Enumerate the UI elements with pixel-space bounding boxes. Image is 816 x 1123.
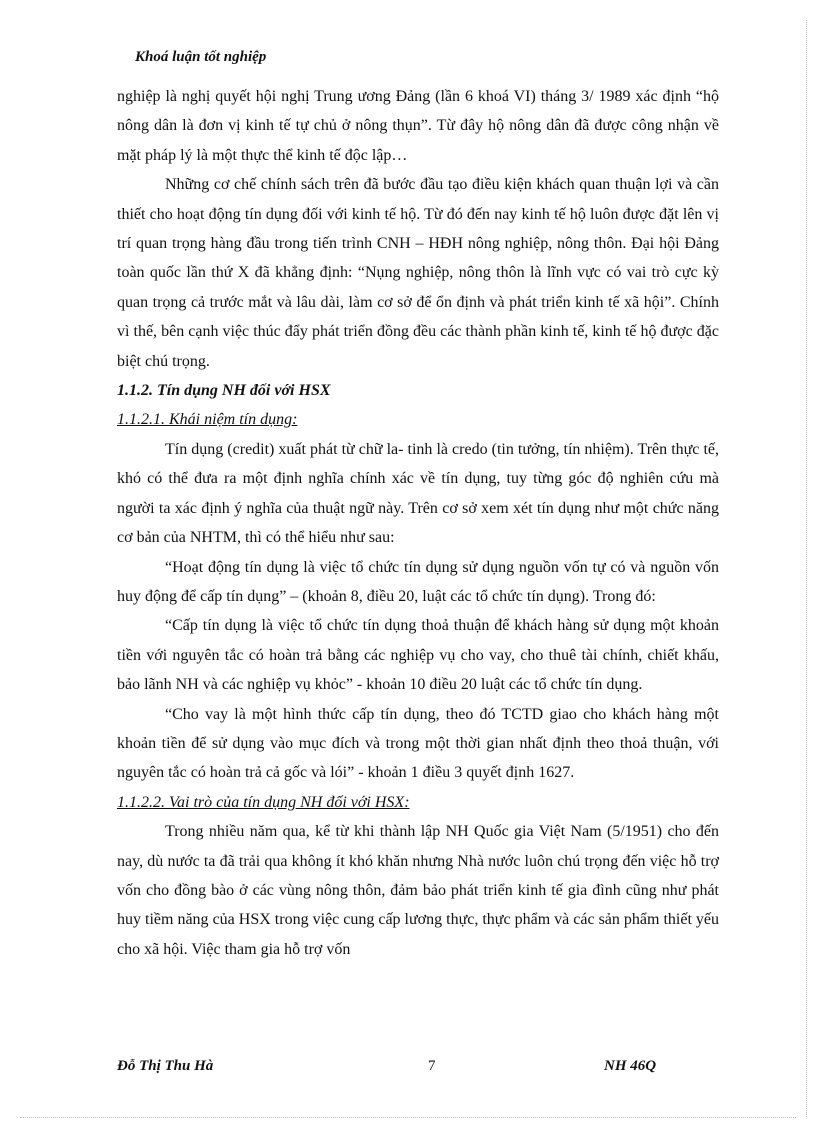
paragraph-credit-activity-quote: “Hoạt động tín dụng là việc tổ chức tín dụng sử dụng nguồn vốn tự có và nguồn vốn huy động để cấp tín dụng” – (khoản 8, điều 20, luật các tổ chức tín dụng). Trong đó: (117, 558, 719, 605)
running-header: Khoá luận tốt nghiệp (135, 49, 267, 65)
paragraph-credit-definition: Tín dụng (credit) xuất phát từ chữ la- tinh là credo (tin tưởng, tín nhiệm). Trên thực tế, khó có thể đưa ra một định nghĩa chính xác về tín dụng, tuy từng góc độ nghiên cứu mà người ta xác định ý nghĩa của thuật ngữ này. Trên cơ sở xem xét tín dụng như một chức năng cơ bản của NHTM, thì có thể hiểu như sau: (117, 440, 719, 547)
paragraph-credit-grant-quote: “Cấp tín dụng là việc tổ chức tín dụng thoả thuận để khách hàng sử dụng một khoản tiền với nguyên tắc có hoàn trả bằng các nghiệp vụ cho vay, cho thuê tài chính, chiết khấu, bảo lãnh NH và các nghiệp vụ khỏc” - khoản 10 điều 20 luật các tổ chức tín dụng. (117, 617, 719, 694)
document-body (117, 82, 719, 964)
subsection-number: 1.1.2.1. (117, 411, 169, 429)
paragraph-role-of-credit: Trong nhiều năm qua, kể từ khi thành lập NH Quốc gia Việt Nam (5/1951) cho đến nay, dù nước ta đã trải qua không ít khó khăn nhưng Nhà nước luôn chú trọng đến việc hỗ trợ vốn cho đồng bào ở các vùng nông thôn, đảm bảo phát triển kinh tế gia đình cũng như phát huy tiềm năng của HSX trong việc cung cấp lương thực, thực phẩm và các sản phẩm thiết yếu cho xã hội. Việc tham gia hỗ trợ vốn (117, 823, 719, 958)
paragraph-continuation: nghiệp là nghị quyết hội nghị Trung ương Đảng (lần 6 khoá VI) tháng 3/ 1989 xác định “hộ nông dân là đơn vị kinh tế tự chủ ở nông thụn”. Từ đây hộ nông dân đã được công nhận về mặt pháp lý là một thực thể kinh tế độc lập… (117, 88, 719, 164)
page-border-bottom (20, 1117, 796, 1118)
subsection-title: Vai trò của tín dụng NH đối với HSX: (169, 793, 410, 811)
paragraph-lending-quote: “Cho vay là một hình thức cấp tín dụng, theo đó TCTD giao cho khách hàng một khoản tiền để sử dụng vào mục đích và trong một thời gian nhất định theo thoả thuận, với nguyên tắc có hoàn trả cả gốc và lói” - khoản 1 điều 3 quyết định 1627. (117, 705, 719, 782)
page-border-right (806, 20, 807, 1117)
subsection-heading-1-1-2-1 (117, 405, 719, 434)
footer-author: Đỗ Thị Thu Hà (117, 1058, 214, 1074)
footer-class-code: NH 46Q (604, 1058, 657, 1074)
page-number: 7 (428, 1058, 436, 1074)
subsection-number: 1.1.2.2. (117, 793, 169, 811)
section-heading-1-1-2: 1.1.2. Tín dụng NH đối với HSX (117, 382, 331, 400)
paragraph-policy: Những cơ chế chính sách trên đã bước đầu tạo điều kiện khách quan thuận lợi và cần thiết cho hoạt động tín dụng đối với kinh tế hộ. Từ đó đến nay kinh tế hộ luôn được đặt lên vị trí quan trọng hàng đầu trong tiến trình CNH – HĐH nông nghiệp, nông thôn. Đại hội Đảng toàn quốc lần thứ X đã khẳng định: “Nụng nghiệp, nông thôn là lĩnh vực có vai trò cực kỳ quan trọng cả trước mắt và lâu dài, làm cơ sở để ổn định và phát triển kinh tế xã hội”. Chính vì thế, bên cạnh việc thúc đẩy phát triển đồng đều các thành phần kinh tế, kinh tế hộ được đặc biệt chú trọng. (117, 176, 719, 370)
subsection-title: Khái niệm tín dụng: (169, 411, 298, 429)
subsection-heading-1-1-2-2 (117, 788, 719, 817)
